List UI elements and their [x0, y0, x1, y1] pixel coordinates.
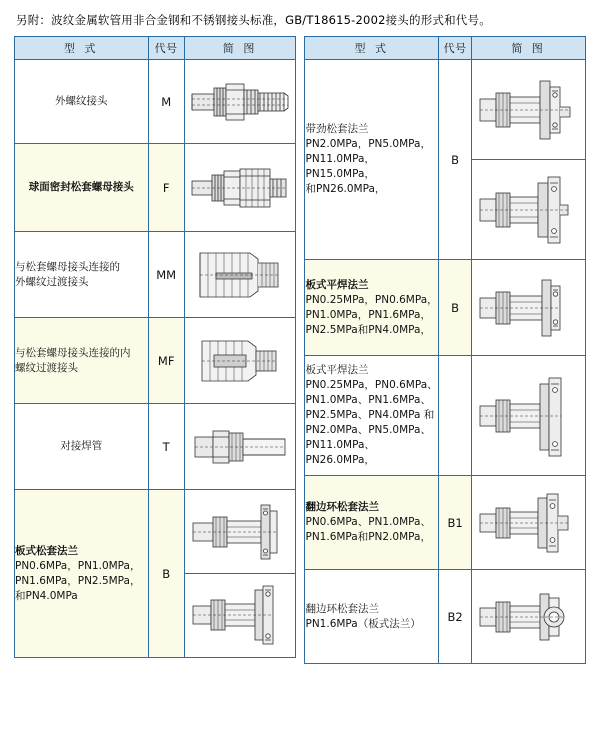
plate-lap-joint-flange-diagram-2 [185, 574, 296, 657]
row-diagram-cell [184, 490, 296, 658]
row-name-cell: 带劲松套法兰 PN2.0MPa，PN5.0MPa， PN11.0MPa，PN15.0MPa， 和PN26.0MPa， [305, 60, 439, 260]
row-name-cell: 板式平焊法兰 PN0.25MPa，PN0.6MPa、 PN1.0MPa、PN1.6MPa、 PN2.5MPa、PN4.0MPa 和 PN2.0MPa、PN5.0MPa、 PN11.0MPa、PN26.0MPa， [305, 356, 439, 476]
butt-weld-pipe-diagram [185, 419, 296, 475]
row-name-cell: 与松套螺母接头连接的内 螺纹过渡接头 [15, 318, 149, 404]
row-diagram-cell [184, 232, 296, 318]
spec-tables [14, 36, 586, 664]
header-code: 代号 [439, 37, 472, 60]
row-diagram-cell [472, 60, 586, 160]
table-row [305, 476, 586, 570]
row-code-cell: B2 [439, 570, 472, 664]
row-diagram-cell [184, 144, 296, 232]
row-code-cell [439, 356, 472, 476]
row-code-cell: MM [148, 232, 184, 318]
page-title: 另附：波纹金属软管用非合金钢和不锈钢接头标准，GB/T18615-2002接头的形式和代号。 [16, 13, 491, 27]
plate-slip-on-flange-diagram-2 [472, 364, 585, 468]
row-code-cell: B1 [439, 476, 472, 570]
row-name-cell: 翻边环松套法兰 PN0.6MPa、PN1.0MPa、 PN1.6MPa和PN2.0MPa， [305, 476, 439, 570]
header-type: 型 式 [15, 37, 149, 60]
table-row [15, 404, 296, 490]
table-row [15, 318, 296, 404]
row-name-cell: 翻边环松套法兰 PN1.6MPa（板式法兰） [305, 570, 439, 664]
row-code-cell: T [148, 404, 184, 490]
male-thread-adapter-diagram [185, 243, 296, 307]
row-diagram-cell [184, 60, 296, 144]
table-row [15, 232, 296, 318]
header-diagram: 简 图 [184, 37, 296, 60]
row-name-cell: 球面密封松套螺母接头 [15, 144, 149, 232]
table-row [15, 490, 296, 658]
row-code-cell: F [148, 144, 184, 232]
ribbed-lap-joint-flange-diagram-2 [472, 167, 585, 253]
table-row [305, 356, 586, 476]
row-diagram-cell [472, 570, 586, 664]
table-header-row [15, 37, 296, 60]
row-code-cell: B [439, 60, 472, 260]
table-row [305, 570, 586, 664]
row-diagram-cell [184, 318, 296, 404]
table-header-row [305, 37, 586, 60]
spherical-seal-union-nut-diagram [185, 157, 296, 219]
right-spec-table [304, 36, 586, 664]
row-name-cell: 对接焊管 [15, 404, 149, 490]
table-row [15, 60, 296, 144]
row-name-cell: 与松套螺母接头连接的 外螺纹过渡接头 [15, 232, 149, 318]
table-row [305, 260, 586, 356]
row-code-cell: B [439, 260, 472, 356]
plate-lap-joint-flange-diagram-1 [185, 491, 296, 575]
row-diagram-cell [472, 356, 586, 476]
diagram-stack [185, 491, 296, 657]
female-thread-adapter-diagram [185, 329, 296, 393]
header-diagram: 简 图 [472, 37, 586, 60]
table-row [15, 144, 296, 232]
header-code: 代号 [148, 37, 184, 60]
row-diagram-cell [472, 160, 586, 260]
threaded-male-connector-diagram [185, 72, 296, 132]
row-code-cell: MF [148, 318, 184, 404]
row-code-cell: B [148, 490, 184, 658]
plate-slip-on-flange-diagram-1 [472, 266, 585, 350]
row-diagram-cell [472, 476, 586, 570]
flared-ring-lap-joint-flange-plate-diagram [472, 576, 585, 658]
header-type: 型 式 [305, 37, 439, 60]
flared-ring-lap-joint-flange-diagram [472, 482, 585, 564]
row-diagram-cell [184, 404, 296, 490]
table-row [305, 60, 586, 160]
row-name-cell: 外螺纹接头 [15, 60, 149, 144]
row-name-cell: 板式平焊法兰 PN0.25MPa，PN0.6MPa， PN1.0MPa，PN1.6MPa， PN2.5MPa和PN4.0MPa， [305, 260, 439, 356]
left-spec-table [14, 36, 296, 658]
row-name-cell: 板式松套法兰 PN0.6MPa，PN1.0MPa， PN1.6MPa，PN2.5MPa， 和PN4.0MPa [15, 490, 149, 658]
ribbed-lap-joint-flange-diagram-1 [472, 67, 585, 153]
row-diagram-cell [472, 260, 586, 356]
row-code-cell: M [148, 60, 184, 144]
